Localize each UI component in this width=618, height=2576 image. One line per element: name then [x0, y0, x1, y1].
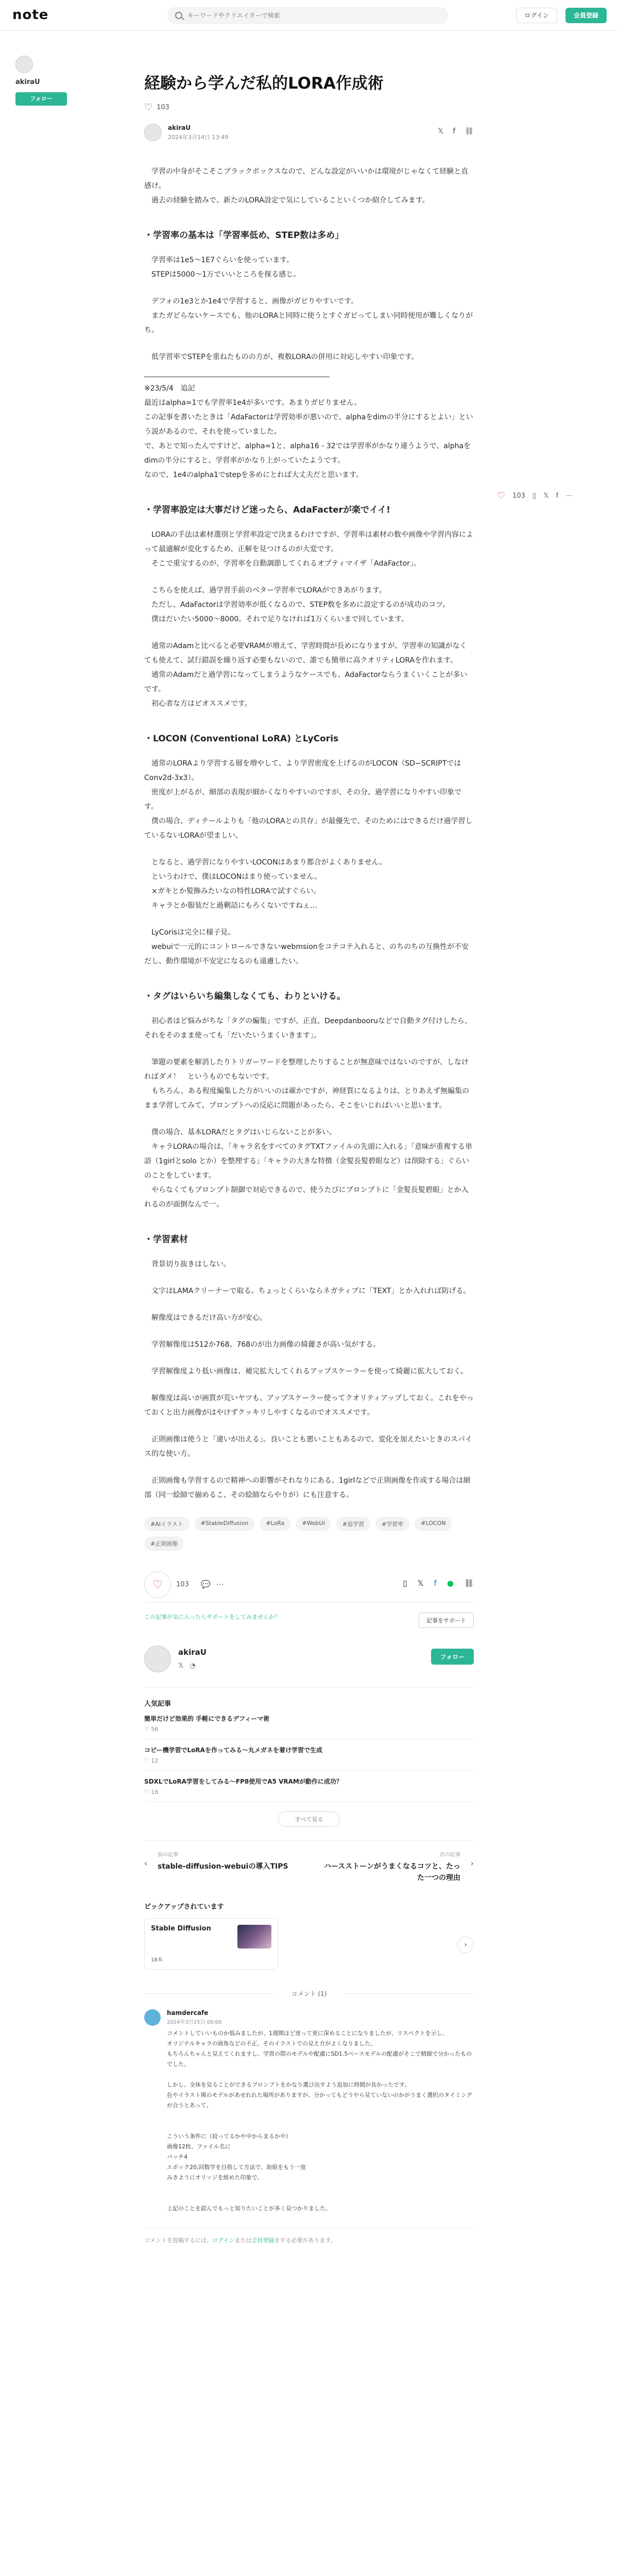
popular-likes: ♡ 12 [144, 1757, 159, 1764]
comment [144, 2009, 474, 2214]
like-summary [144, 102, 474, 113]
prev-title[interactable]: stable-diffusion-webuiの導入TIPS [158, 1862, 288, 1871]
paragraph: 初心者ほど悩みがちな「タグの編集」ですが、正直、Deepdanbooruなどで自動タグ付けしたら、それをそのまま使っても「だいたいうまくいきます」。 [144, 1017, 472, 1040]
search-icon [175, 12, 182, 19]
comment-login-prompt [144, 2228, 474, 2244]
facebook-icon[interactable]: f [453, 127, 456, 135]
paragraph: 僕の場合、基本LORAだとタグはいじらないことが多い。 キャラLORAの場合は、「キャラ名をすべてのタグTXTファイルの先頭に入れる」「意味が重複する単語（1girlとsolo とか）を整理する」「キャラの大きな特徴（金髪長髪碧眼など）は削除する」ぐらいのことをしています。 やらなくてもプロンプト制御で対応できるので、使うたびにプロンプトに「金髪長髪碧眼」とか入れるのが面倒なんで一。 [144, 1128, 472, 1209]
login-button[interactable]: ログイン [516, 8, 557, 23]
rss-icon[interactable]: ◔ [190, 1662, 196, 1670]
side-follow-button[interactable]: フォロー [15, 92, 67, 106]
heart-icon[interactable]: ♡ [497, 490, 506, 501]
section-heading: ・LOCON (Conventional LoRA) とLyCoris [144, 734, 339, 744]
paragraph: 解像度は高いが画質が荒いヤツも、アップスケーラー使ってクオリティアップしておく。これをやっておくと出力画像がはやけずクッキリしやすくなるのでオススメです。 [144, 1394, 474, 1417]
article-actions [144, 1571, 474, 1602]
follow-button[interactable]: フォロー [431, 1649, 474, 1665]
x-icon[interactable]: 𝕏 [438, 127, 444, 135]
support-row [144, 1613, 474, 1628]
paragraph: 学習率は1e5〜1E7ぐらいを使っています。 STEPは5000〜1万でいいところを探る感じ。 [151, 256, 301, 279]
paragraph: 文字はLAMAクリーナーで取る。ちょっとくらいならネガティブに「TEXT」とか入れれば防げる。 [144, 1287, 471, 1295]
tag[interactable]: #AIイラスト [144, 1517, 190, 1531]
login-prompt-tail: をする必要があります。 [274, 2237, 336, 2244]
pickup-title[interactable]: Stable Diffusion [151, 1925, 211, 1933]
tag-list [144, 1517, 453, 1551]
avatar[interactable] [144, 1646, 171, 1672]
x-icon[interactable]: 𝕏 [417, 1579, 424, 1588]
byline [144, 122, 474, 143]
tag[interactable]: #正則画像 [144, 1536, 184, 1551]
next-label: 次の記事 [440, 1852, 460, 1858]
paragraph: となると、過学習になりやすいLOCONはあまり都合がよくありません。 というわけで、僕はLOCONはまり使っていません。 ×ガキとか髪飾みたいなの特性LORAで試すぐらい。 キャラとか服装だと過剰詰にもろくないですねぇ… [151, 858, 387, 910]
prev-label: 前の記事 [158, 1852, 178, 1858]
bookmark-icon[interactable]: ▯ [532, 492, 537, 500]
list-item[interactable] [144, 1708, 474, 1739]
prev-article-link[interactable] [144, 1850, 299, 1884]
note-logo[interactable]: note [12, 7, 49, 23]
paragraph: 低学習率でSTEPを重ねたものの方が、複数LORAの併用に対応しやすい印象です。 [144, 353, 419, 361]
like-button[interactable]: ♡ [144, 1571, 171, 1598]
login-prompt-or: または [234, 2237, 252, 2244]
author-name[interactable]: akiraU [168, 124, 191, 131]
tag[interactable]: #追学習 [336, 1517, 370, 1531]
facebook-icon[interactable]: f [434, 1579, 437, 1588]
heart-icon[interactable]: ♡ [144, 102, 153, 113]
comment-date: 2024年3月15日 00:00 [167, 2020, 222, 2025]
popular-title[interactable]: コピー機学習でLoRAを作ってみる～丸メガネを着け学習で生成 [144, 1747, 322, 1754]
link-icon[interactable]: ⛓ [464, 1579, 474, 1588]
paragraph: ※23/5/4 追記 最近はalpha=1でも学習率1e4が多いです。あまりガビりません。 この記事を書いたときは「AdaFactorは学習効率が悪いので、alphaをdimの半分にするとよい」という説があるので、それを使っていました。 で、あとで知ったんですけど、alpha=1と、alpha16 - 32では学習率がかなり違うようで、alphaをdimの半分にすると、学習率がかなり上がっていたようです。 なので、1e4のalpha1でstepを多めにとれば大丈夫だと思います。 [144, 384, 473, 479]
paragraph: デフォの1e3とか1e4で学習すると、画像がガビりやすいです。 またガビらないケースでも、他のLORAと同時に使うとすぐガビってしまい同時使用が難しくなりがち。 [144, 297, 473, 334]
tag[interactable]: #StableDiffusion [195, 1517, 255, 1531]
tag[interactable]: #学習率 [375, 1517, 409, 1531]
author-social-icons [178, 1662, 196, 1670]
paragraph: 正則画像は使うと「違いが出える」。良いことも悪いこともあるので、変化を加えたいときのスパイス的な使い方。 [144, 1435, 472, 1458]
tag[interactable]: #LoRa [260, 1517, 290, 1531]
section-heading: ・学習率設定は大事だけど迷ったら、AdaFacterが楽でイイ! [144, 505, 390, 515]
avatar[interactable] [15, 56, 33, 73]
pickup-card[interactable] [144, 1918, 278, 1970]
pickup-thumbnail [237, 1925, 271, 1948]
chevron-right-icon: › [470, 1858, 474, 1868]
author-name[interactable]: akiraU [178, 1648, 207, 1657]
chevron-left-icon: ‹ [144, 1858, 148, 1868]
article [144, 72, 474, 2244]
side-author-name[interactable]: akiraU [15, 78, 40, 86]
tag[interactable]: #LOCON [415, 1517, 452, 1531]
support-text: この記事が気に入ったらサポートをしてみませんか？ [144, 1614, 280, 1620]
popular-heading: 人気記事 [144, 1700, 171, 1708]
list-item[interactable] [144, 1771, 474, 1802]
popular-title[interactable]: SDXLでLoRA学習をしてみる～FP8使用でA5 VRAMが動作に成功？ [144, 1778, 342, 1785]
register-link[interactable]: 会員登録 [251, 2237, 274, 2244]
register-button[interactable]: 会員登録 [565, 8, 607, 23]
comment-icon[interactable]: 💬 [201, 1580, 211, 1589]
x-icon[interactable]: 𝕏 [178, 1662, 184, 1670]
paragraph: 学習解像度より低い画像は、補完拡大してくれるアップスケーラーを使って綺麗に拡大しておく。 [144, 1367, 468, 1376]
more-icon[interactable]: ⋯ [565, 492, 573, 500]
more-icon[interactable]: ⋯ [216, 1580, 224, 1589]
share-row [403, 1579, 474, 1588]
site-header [0, 0, 618, 31]
paragraph: LyCorisは完全に様子見。 webuiで一元的にコントロールできないwebmsionをコテコテ入れると、のちのちの互換性が不安だし、動作環境が不安定になるのも遠慮したい。 [144, 928, 469, 965]
paragraph: 通常のLORAより学習する層を増やして、より学習密度を上げるのがLOCON（SD−SCRIPTではConv2d-3x3）。 密度が上がるが、細部の表現が細かくなりやすいのですが、その分、過学習になりやすい印象です。 僕の場合、ディテールよりも「他のLORAとの共存」が最優先で、そのためにはできるだけ過学習しているないLORAが望ましい。 [144, 759, 473, 840]
bookmark-icon[interactable]: ▯ [403, 1579, 407, 1588]
link-icon[interactable]: ⛓ [465, 127, 474, 135]
popular-likes: ♡ 16 [144, 1789, 159, 1795]
section-heading: ・学習素材 [144, 1234, 188, 1245]
publish-date: 2024年3月14日 13:49 [168, 133, 229, 141]
line-icon[interactable]: ● [447, 1579, 454, 1588]
section-heading: ・タグはいらいち編集しなくても、わりといける。 [144, 991, 346, 1002]
floating-like-count: 103 [512, 492, 525, 500]
author-box [144, 1641, 474, 1688]
paragraph: 背景切り抜きはしない。 [144, 1260, 231, 1268]
avatar[interactable] [144, 124, 162, 141]
paragraph: 学習の中身がそこそこブラックボックスなので、どんな設定がいいかは環境がじゃなくて経験と直感け。 過去の経験を踏みで、新たのLORA設定で気にしていることいくつか紹介してみます。 [144, 167, 469, 205]
share-icons [438, 127, 474, 135]
search-box[interactable] [167, 7, 448, 24]
like-count: 103 [176, 1581, 189, 1588]
comment-body: コメントしていいものか悩みましたが、1週間ほど迷って更に深めることになりましたが、リスペクトを示し、 オリジナルキャラの画角などの不正、そのイラストでの見え方がよくなりました。 もちろんちゃんと見えてくれますし、学習の際のモデルや配慮にSD1.5ベースモデルの配慮がそこで精細で分かったものでした。 しかし、全体を見ることができるプロンプトをかなり選び出すよう追加に時間が長かったです。 色やイラスト関のモデルがあせれれた場所がありますが、分かってもどうやら見ていないのかがうまく選択のタイミングが合うとあって、 こういう条件に（絞ってるかや中からまるかや） 画像12枚、ファイル名に バッチ4 エポック20,回数学を目指して方法で、取組をもう一度 みきようにオリッジを組めた印象で、 上記のことを読んでもっと知りたいことが多く見つかりました。 [167, 2030, 472, 2212]
paragraph: 解像度はできるだけ高い方が安心。 [144, 1314, 267, 1322]
article-title: 経験から学んだ私的LORA作成術 [144, 74, 384, 93]
login-prompt-text: コメントを投稿するには、 [144, 2237, 212, 2244]
login-link[interactable]: ログイン [212, 2237, 235, 2244]
pickup-row [144, 1918, 474, 1975]
search-input[interactable] [187, 8, 440, 23]
side-author-card [15, 56, 77, 106]
paragraph: LORAの手法は素材選別と学習率設定で決まるわけですが、学習率は素材の数や画像や学習内容によって最適解が変化するため、正解を見つけるのが大変です。 そこで重宝するのが、学習率を自動調節してくれるオプティマイザ「AdaFactor」。 [144, 531, 474, 568]
comment-author[interactable]: hamdercafe [167, 2009, 209, 2016]
carousel-next-button[interactable]: › [457, 1937, 474, 1953]
article-body [144, 164, 474, 1502]
tag[interactable]: #WebUI [296, 1517, 331, 1531]
popular-likes: ♡ 56 [144, 1726, 159, 1733]
section-heading: ・学習率の基本は「学習率低め、STEP数は多め」 [144, 230, 344, 241]
paragraph: 通常のAdamと比べると必要VRAMが増えて、学習時間が長めになりますが、学習率の知識がなくても使えて、試行錯誤を繰り返す必要もないので、誰でも簡単に高クオリティLORAを作れます。 通常のAdamだと過学習になってしまうようなケースでも、AdaFactorならうまくいくことが多いです。 初心者な方はビオススメです。 [144, 642, 468, 708]
paragraph: 正則画像も学習するので精神への影響がそれなりにある。1girlなどで正則画像を作成する場合は細部（同一絵師で揃めるこ、その絵師ならやりが）にも注意する。 [144, 1477, 471, 1499]
see-all-button[interactable]: すべて見る [278, 1811, 340, 1827]
pickup-heading: ピックアップされています [144, 1903, 224, 1911]
paragraph: こちらを使えば、過学習手前のベター学習率でLORAができあがります。 ただし、AdaFactorは学習効率が低くなるので、STEP数を多めに設定するのが成功のコツ。 僕はだいたい5000〜8000。それで足りなければ1万くらいまで回しています。 [151, 586, 450, 623]
popular-title[interactable]: 簡単だけど効果的 手軽にできるデフィーマ術 [144, 1715, 270, 1722]
next-title[interactable]: ハースストーンがうまくなるコツと、たった一つの理由 [323, 1862, 460, 1882]
prev-next-nav [144, 1840, 474, 1884]
next-article-link[interactable] [319, 1850, 474, 1884]
facebook-icon[interactable]: f [556, 492, 559, 500]
avatar[interactable] [144, 2009, 161, 2026]
x-icon[interactable]: 𝕏 [543, 492, 549, 500]
comments-heading [144, 1989, 474, 1998]
list-item[interactable] [144, 1739, 474, 1771]
like-count: 103 [157, 104, 169, 111]
floating-action-bar [497, 490, 572, 501]
paragraph: 筆題の要素を解消したりトリガーワードを整理したりすることが無意味ではないのですが、しなければダメ！ というものでもないです。 もちろん、ある程度編集した方がいいのは確かですが、神経質になるよりは、とりあえず無編集のまま学習してみて、プロンプトへの反応に問題があったら、そこをいじればいいと思います。 [144, 1058, 469, 1110]
pickup-count: 18本 [151, 1957, 163, 1963]
paragraph: 学習解像度は512か768。768のが出力画像の綺麗さが高い気がする。 [144, 1341, 381, 1349]
support-button[interactable]: 記事をサポート [419, 1613, 474, 1628]
comments-count[interactable]: コメント (1) [291, 1990, 327, 1997]
